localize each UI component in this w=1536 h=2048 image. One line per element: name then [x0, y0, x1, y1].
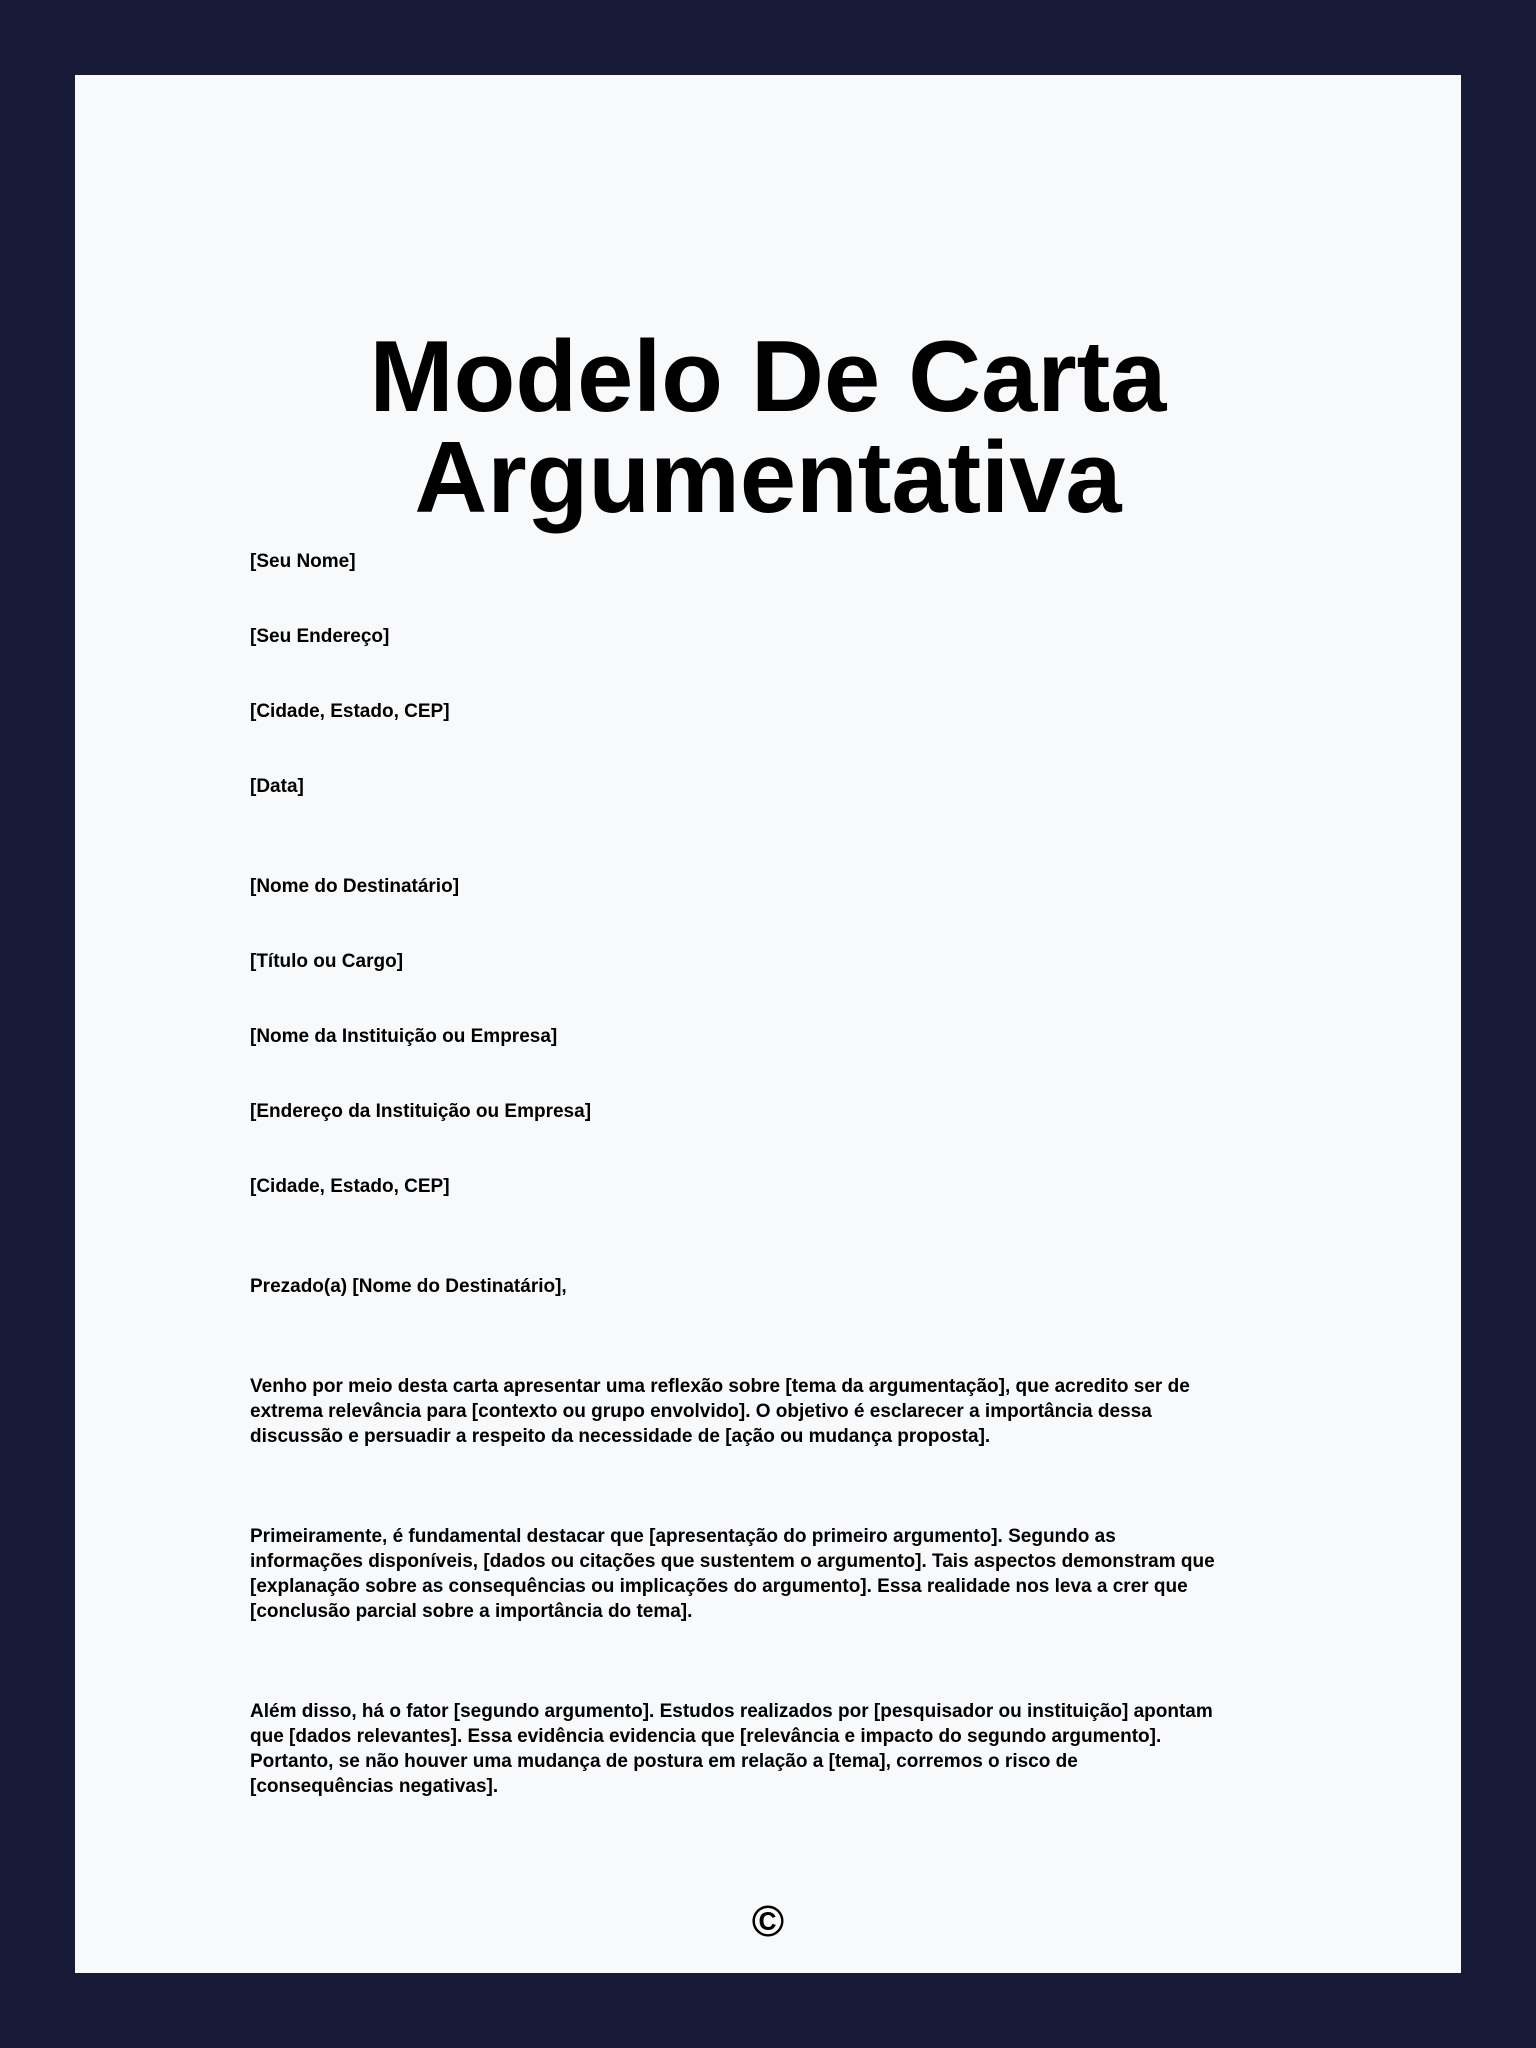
paragraph-line: Venho por meio desta carta apresentar uma reflexão sobre [tema da argumentação], que acredito ser de [250, 1376, 1190, 1397]
paragraph-line: Portanto, se não houver uma mudança de postura em relação a [tema], corremos o risco de [250, 1751, 1078, 1772]
title-line-1: Modelo De Carta [369, 321, 1167, 433]
page-title [75, 321, 1461, 534]
body-paragraph-1 [250, 1374, 1290, 1449]
body-paragraph-2 [250, 1524, 1290, 1624]
copyright-icon: © [751, 1897, 785, 1946]
paragraph-line: discussão e persuadir a respeito da necessidade de [ação ou mudança proposta]. [250, 1426, 991, 1447]
paragraph-line: [conclusão parcial sobre a importância do tema]. [250, 1601, 693, 1622]
title-line-2: Argumentativa [414, 422, 1122, 534]
paragraph-line: [consequências negativas]. [250, 1776, 499, 1797]
letter-date: [Data] [250, 776, 304, 797]
recipient-city-state-zip: [Cidade, Estado, CEP] [250, 1176, 450, 1197]
salutation: Prezado(a) [Nome do Destinatário], [250, 1276, 567, 1297]
recipient-institution: [Nome da Instituição ou Empresa] [250, 1026, 558, 1047]
sender-city-state-zip: [Cidade, Estado, CEP] [250, 701, 450, 722]
paragraph-line: Primeiramente, é fundamental destacar que [apresentação do primeiro argumento]. Segundo as [250, 1526, 1116, 1547]
paragraph-line: [explanação sobre as consequências ou implicações do argumento]. Essa realidade nos leva a crer que [250, 1576, 1188, 1597]
sender-name: [Seu Nome] [250, 551, 356, 572]
recipient-name: [Nome do Destinatário] [250, 876, 460, 897]
paragraph-line: extrema relevância para [contexto ou grupo envolvido]. O objetivo é esclarecer a importância dessa [250, 1401, 1152, 1422]
document-page [75, 75, 1461, 1973]
recipient-institution-address: [Endereço da Instituição ou Empresa] [250, 1101, 592, 1122]
sender-address: [Seu Endereço] [250, 626, 390, 647]
body-paragraph-3 [250, 1699, 1290, 1799]
paragraph-line: que [dados relevantes]. Essa evidência evidencia que [relevância e impacto do segundo argumento]. [250, 1726, 1162, 1747]
paragraph-line: informações disponíveis, [dados ou citações que sustentem o argumento]. Tais aspectos demonstram que [250, 1551, 1215, 1572]
paragraph-line: Além disso, há o fator [segundo argumento]. Estudos realizados por [pesquisador ou instituição] apontam [250, 1701, 1213, 1722]
recipient-title: [Título ou Cargo] [250, 951, 404, 972]
